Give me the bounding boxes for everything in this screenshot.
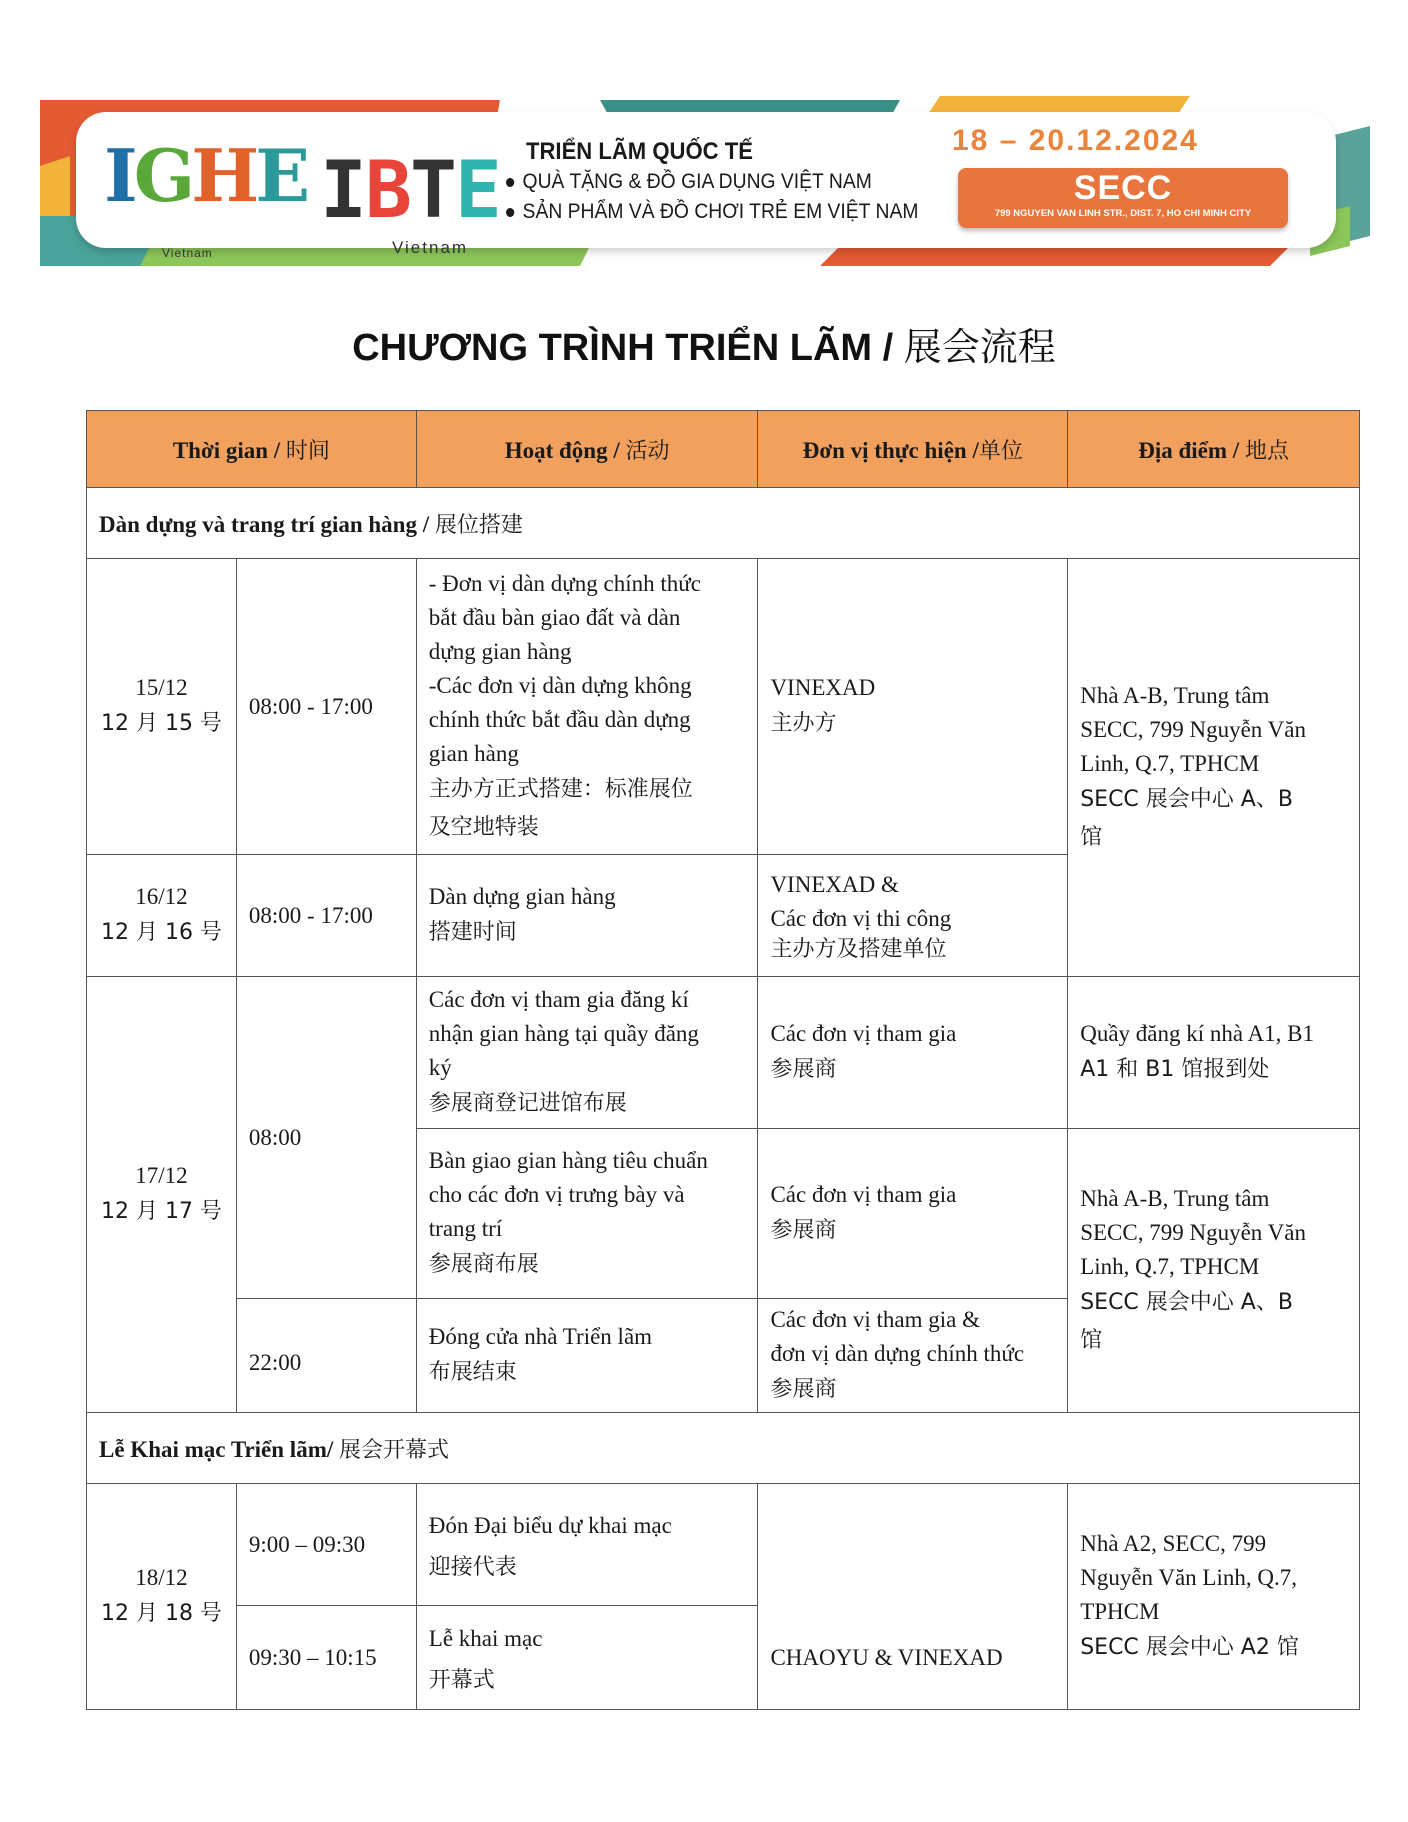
activity-cell: Bàn giao gian hàng tiêu chuẩn cho các đơn vị trưng bày và trang trí 参展商布展 [416, 1129, 758, 1299]
section-row [87, 488, 1360, 559]
activity-cell: Lễ khai mạc 开幕式 [416, 1606, 758, 1710]
event-banner [40, 96, 1370, 266]
time-cell: 08:00 - 17:00 [236, 559, 416, 855]
date-cell: 17/12 12 月 17 号 [87, 977, 237, 1413]
column-header: Địa điểm / 地点 [1068, 411, 1360, 488]
date-cell: 18/12 12 月 18 号 [87, 1484, 237, 1710]
unit-cell: Các đơn vị tham gia 参展商 [758, 977, 1068, 1129]
venue-box [958, 168, 1288, 228]
unit-cell: Các đơn vị tham gia & đơn vị dàn dựng chính thức 参展商 [758, 1299, 1068, 1413]
section-title: Lễ Khai mạc Triển lãm/ 展会开幕式 [87, 1413, 1360, 1484]
location-cell: Nhà A-B, Trung tâm SECC, 799 Nguyễn Văn Linh, Q.7, TPHCM SECC 展会中心 A、B 馆 [1068, 559, 1360, 977]
time-cell: 22:00 [236, 1299, 416, 1413]
table-row [87, 977, 1360, 1129]
activity-cell: Đóng cửa nhà Triển lãm 布展结束 [416, 1299, 758, 1413]
table-row [87, 1484, 1360, 1606]
unit-cell: Các đơn vị tham gia 参展商 [758, 1129, 1068, 1299]
location-cell: Quầy đăng kí nhà A1, B1 A1 和 B1 馆报到处 [1068, 977, 1360, 1129]
ibte-logo: IBTE Vietnam [320, 146, 500, 257]
time-cell: 08:00 [236, 977, 416, 1299]
time-cell: 9:00 – 09:30 [236, 1484, 416, 1606]
unit-cell: VINEXAD & Các đơn vị thi công 主办方及搭建单位 [758, 855, 1068, 977]
event-date: 18 – 20.12.2024 [952, 124, 1199, 157]
section-title: Dàn dựng và trang trí gian hàng / 展位搭建 [87, 488, 1360, 559]
column-header: Thời gian / 时间 [87, 411, 417, 488]
table-row [87, 559, 1360, 855]
column-header: Đơn vị thực hiện /单位 [758, 411, 1068, 488]
activity-cell: - Đơn vị dàn dựng chính thức bắt đầu bàn giao đất và dàn dựng gian hàng -Các đơn vị dàn dựng không chính thức bắt đầu dàn dựng gian hàng 主办方正式搭建：标准展位 及空地特装 [416, 559, 758, 855]
activity-cell: Đón Đại biểu dự khai mạc 迎接代表 [416, 1484, 758, 1606]
location-cell: Nhà A-B, Trung tâm SECC, 799 Nguyễn Văn Linh, Q.7, TPHCM SECC 展会中心 A、B 馆 [1068, 1129, 1360, 1413]
ighe-logo: IGHE Vietnam [104, 133, 307, 260]
page-title: CHƯƠNG TRÌNH TRIỂN LÃM / 展会流程 [352, 325, 1056, 369]
date-cell: 16/12 12 月 16 号 [87, 855, 237, 977]
activity-cell: Dàn dựng gian hàng 搭建时间 [416, 855, 758, 977]
activity-cell: Các đơn vị tham gia đăng kí nhận gian hàng tại quầy đăng ký 参展商登记进馆布展 [416, 977, 758, 1129]
banner-bullet: SẢN PHẨM VÀ ĐỒ CHƠI TRẺ EM VIỆT NAM [506, 200, 918, 224]
banner-bullet: QUÀ TẶNG & ĐỒ GIA DỤNG VIỆT NAM [506, 170, 872, 194]
banner-title: TRIỂN LÃM QUỐC TẾ [526, 138, 753, 165]
schedule-table [86, 410, 1360, 1710]
time-cell: 08:00 - 17:00 [236, 855, 416, 977]
section-row [87, 1413, 1360, 1484]
location-cell: Nhà A2, SECC, 799 Nguyễn Văn Linh, Q.7, TPHCM SECC 展会中心 A2 馆 [1068, 1484, 1360, 1710]
column-header: Hoạt động / 活动 [416, 411, 758, 488]
venue-name: SECC [1073, 169, 1173, 207]
date-cell: 15/12 12 月 15 号 [87, 559, 237, 855]
venue-address: 799 NGUYEN VAN LINH STR., DIST. 7, HO CHI MINH CITY [994, 208, 1252, 219]
unit-cell: VINEXAD 主办方 [758, 559, 1068, 855]
time-cell: 09:30 – 10:15 [236, 1606, 416, 1710]
table-header-row [87, 411, 1360, 488]
unit-cell: CHAOYU & VINEXAD [758, 1484, 1068, 1710]
